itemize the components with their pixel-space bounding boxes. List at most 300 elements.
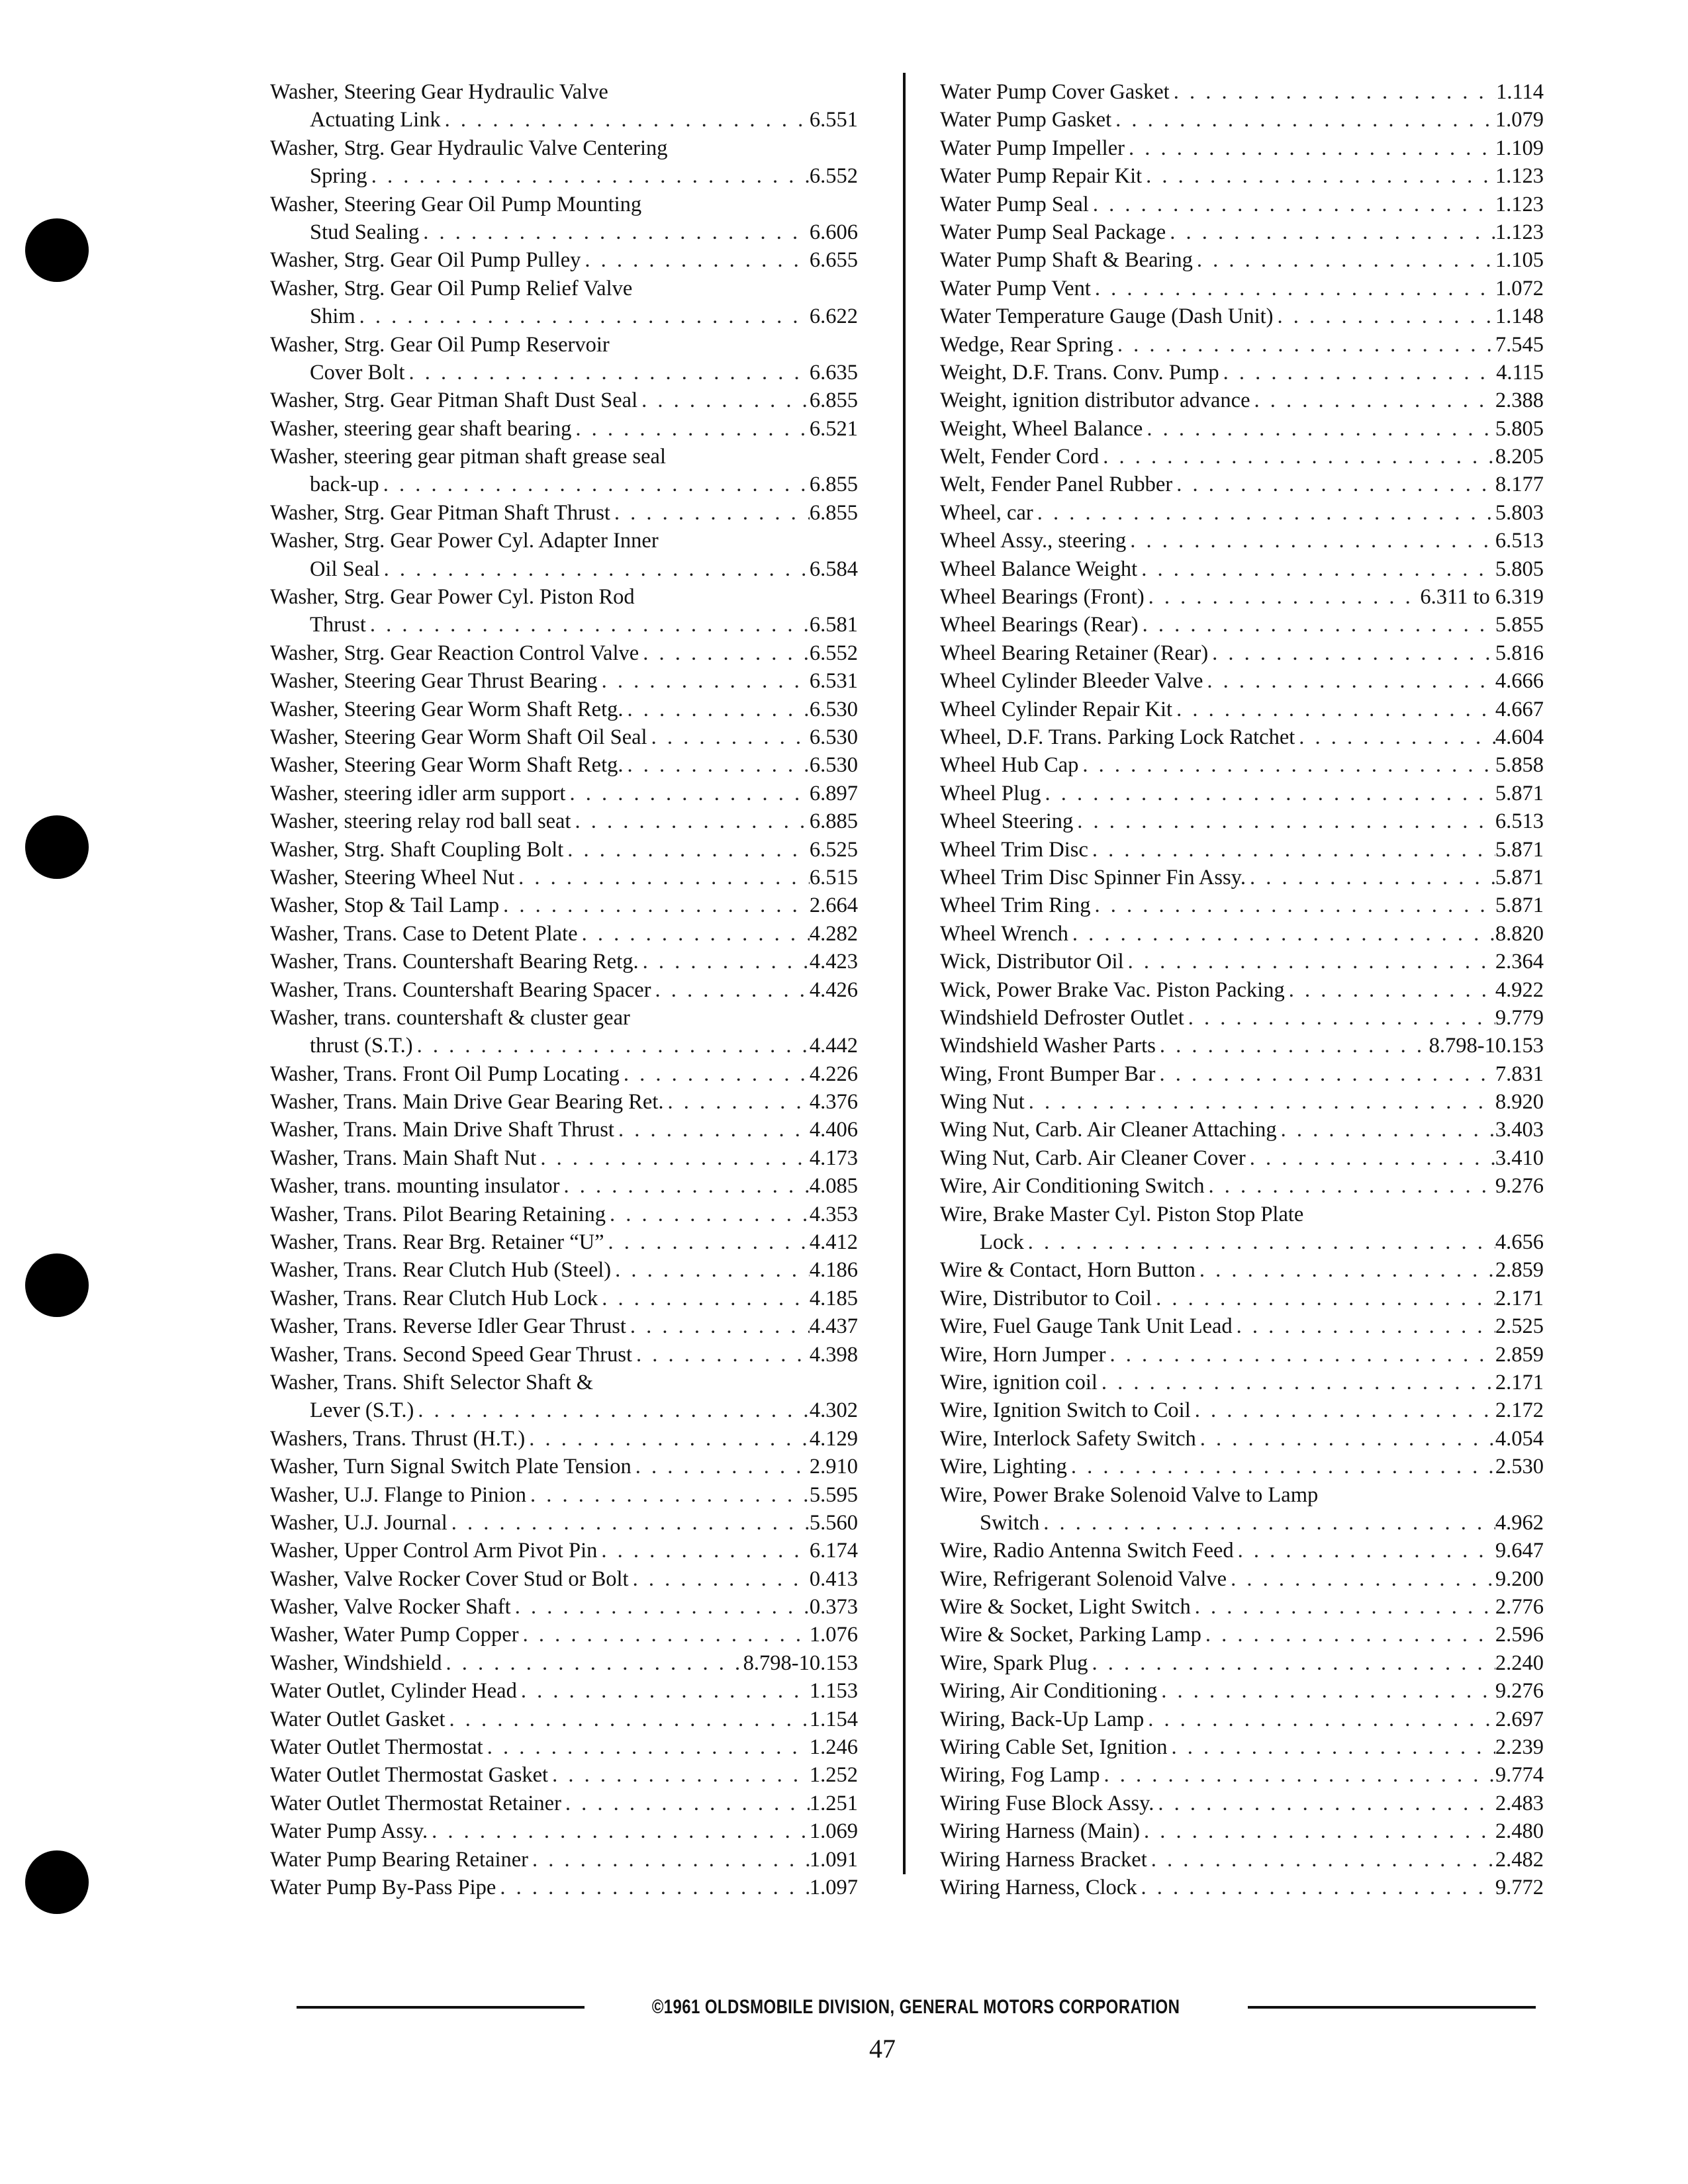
entry-name: Water Temperature Gauge (Dash Unit) (940, 304, 1274, 329)
index-entry (940, 780, 1544, 807)
entry-page-reference: 4.129 (809, 1426, 858, 1451)
entry-name: Wing Nut, Carb. Air Cleaner Attaching (940, 1118, 1277, 1142)
punch-hole (25, 815, 89, 879)
dot-leader (447, 1509, 810, 1537)
dot-leader (1273, 302, 1495, 330)
dot-leader (511, 1593, 810, 1621)
dot-leader (610, 499, 810, 527)
entry-name: Washer, Strg. Gear Oil Pump Reservoir (270, 332, 610, 357)
entry-name: Wiring Harness, Clock (940, 1876, 1137, 1899)
index-entry (940, 499, 1544, 527)
entry-name: Wire, Ignition Switch to Coil (940, 1398, 1191, 1423)
entry-page-reference: 1.252 (809, 1763, 858, 1788)
index-entry (940, 1341, 1544, 1369)
entry-name: Wheel Hub Cap (940, 753, 1079, 778)
index-entry (270, 1874, 858, 1901)
index-entry (940, 302, 1544, 330)
dot-leader (1193, 246, 1495, 274)
entry-name: Wheel, car (940, 500, 1033, 525)
entry-name-continuation: Actuating Link (310, 108, 441, 132)
index-entry (940, 443, 1544, 471)
dot-leader (1203, 667, 1495, 695)
entry-name: Washer, Trans. Main Drive Gear Bearing Ret. (270, 1090, 664, 1115)
dot-leader (1106, 1341, 1495, 1369)
index-entry (270, 499, 858, 527)
entry-page-reference: 2.596 (1495, 1623, 1544, 1647)
entry-name: Wire, Lighting (940, 1455, 1067, 1479)
index-entry (270, 1425, 858, 1453)
entry-page-reference: 1.123 (1495, 192, 1544, 216)
entry-name: Washer, Trans. Countershaft Bearing Spacer (270, 978, 651, 1002)
entry-name: Water Pump Vent (940, 276, 1091, 300)
dot-leader (1100, 1761, 1495, 1789)
dot-leader (571, 807, 810, 835)
entry-name: Water Pump Gasket (940, 108, 1112, 132)
index-entry (940, 1621, 1544, 1649)
entry-name-continuation: thrust (S.T.) (310, 1034, 413, 1058)
index-entry (270, 1285, 858, 1312)
dot-leader (1145, 583, 1421, 611)
dot-leader (1143, 415, 1495, 443)
index-entry (270, 1312, 858, 1340)
entry-name: Wire, Radio Antenna Switch Feed (940, 1539, 1234, 1563)
entry-name: Washer, Strg. Gear Power Cyl. Adapter Inner (270, 529, 659, 553)
index-entry (940, 611, 1544, 639)
entry-page-reference: 8.205 (1495, 445, 1544, 469)
dot-leader (1246, 1144, 1495, 1172)
index-entry (270, 780, 858, 807)
entry-page-reference: 5.855 (1495, 613, 1544, 637)
index-entry (940, 415, 1544, 443)
dot-leader (1201, 1621, 1495, 1649)
index-entry (270, 1369, 858, 1425)
index-entry (270, 1172, 858, 1200)
entry-page-reference: 5.816 (1495, 641, 1544, 665)
dot-leader (1147, 1846, 1495, 1874)
dot-leader (1144, 1706, 1495, 1733)
entry-name: Wheel Bearings (Front) (940, 585, 1145, 610)
entry-page-reference: 4.186 (809, 1258, 858, 1283)
index-entry (270, 1817, 858, 1845)
entry-name: Windshield Washer Parts (940, 1034, 1156, 1058)
entry-page-reference: 6.551 (809, 108, 858, 132)
entry-page-reference: 6.525 (809, 837, 858, 862)
dot-leader (637, 387, 810, 414)
entry-page-reference: 6.515 (809, 865, 858, 889)
index-entry (940, 667, 1544, 695)
index-entry (940, 191, 1544, 218)
entry-page-reference: 2.664 (809, 893, 858, 918)
entry-name: Welt, Fender Cord (940, 445, 1100, 469)
entry-page-reference: 4.226 (809, 1062, 858, 1086)
dot-leader (1172, 696, 1495, 723)
entry-name: Wire, Fuel Gauge Tank Unit Lead (940, 1314, 1233, 1339)
footer (297, 1992, 1536, 2023)
entry-page-reference: 6.655 (809, 248, 858, 273)
entry-name: Wire, Interlock Safety Switch (940, 1426, 1196, 1451)
dot-leader (1091, 275, 1495, 302)
punch-hole (25, 1850, 89, 1914)
index-entry (270, 1060, 858, 1088)
index-entry (940, 218, 1544, 246)
entry-name: Washer, Turn Signal Switch Plate Tension (270, 1455, 632, 1479)
dot-leader (519, 1621, 810, 1649)
entry-page-reference: 9.772 (1495, 1876, 1544, 1899)
dot-leader (639, 639, 810, 667)
index-entry (940, 1481, 1544, 1537)
entry-name: Washer, Trans. Front Oil Pump Locating (270, 1062, 620, 1086)
entry-name: Water Outlet Thermostat (270, 1735, 483, 1760)
dot-leader (1140, 1817, 1495, 1845)
dot-leader (598, 667, 810, 695)
dot-leader (442, 1649, 743, 1677)
entry-name: Wiring Harness (Main) (940, 1819, 1140, 1844)
dot-leader (1191, 1396, 1495, 1424)
entry-name: Washer, Strg. Gear Oil Pump Pulley (270, 248, 581, 273)
dot-leader (1025, 1088, 1495, 1116)
entry-name: Washer, Steering Gear Worm Shaft Oil Seal (270, 725, 647, 749)
entry-page-reference: 6.622 (809, 304, 858, 329)
index-entry (270, 1256, 858, 1284)
entry-name: Wheel Plug (940, 781, 1041, 805)
dot-leader (1227, 1565, 1495, 1593)
entry-page-reference: 5.858 (1495, 753, 1544, 778)
entry-page-reference: 1.109 (1495, 136, 1544, 160)
dot-leader (1124, 948, 1495, 976)
dot-leader (620, 1060, 810, 1088)
entry-page-reference: 8.798-10.153 (743, 1651, 858, 1675)
entry-page-reference: 4.922 (1495, 978, 1544, 1002)
entry-page-reference: 5.805 (1495, 557, 1544, 581)
entry-name: Washer, Trans. Main Shaft Nut (270, 1146, 537, 1170)
index-entry (940, 1593, 1544, 1621)
entry-page-reference: 4.353 (809, 1202, 858, 1226)
index-entry (940, 246, 1544, 274)
entry-name: Water Pump Assy. (270, 1819, 428, 1844)
entry-page-reference: 4.173 (809, 1146, 858, 1170)
entry-page-reference: 6.530 (809, 697, 858, 721)
entry-name: Washer, Trans. Main Drive Shaft Thrust (270, 1118, 614, 1142)
index-entry (940, 723, 1544, 751)
index-entry (940, 1677, 1544, 1705)
entry-name: Washer, Strg. Gear Pitman Shaft Dust Seal (270, 388, 638, 413)
entry-page-reference: 1.123 (1495, 164, 1544, 189)
dot-leader (1157, 1677, 1495, 1705)
entry-name: Weight, D.F. Trans. Conv. Pump (940, 360, 1219, 385)
index-entry (940, 471, 1544, 498)
index-entry (940, 891, 1544, 919)
index-entry (940, 1565, 1544, 1593)
dot-leader (499, 891, 810, 919)
page-number: 47 (869, 2034, 896, 2064)
punch-hole (25, 1253, 89, 1317)
entry-page-reference: 6.897 (809, 781, 858, 805)
entry-page-reference: 4.667 (1495, 697, 1544, 721)
dot-leader (548, 1761, 810, 1789)
entry-name: Water Pump Seal (940, 192, 1089, 216)
entry-page-reference: 4.054 (1495, 1426, 1544, 1451)
entry-name: Wheel, D.F. Trans. Parking Lock Ratchet (940, 725, 1295, 749)
index-entry (270, 1004, 858, 1060)
dot-leader (1033, 499, 1495, 527)
entry-page-reference: 6.855 (809, 388, 858, 413)
entry-page-reference: 2.240 (1495, 1651, 1544, 1675)
dot-leader (1039, 1509, 1495, 1537)
entry-page-reference: 6.530 (809, 753, 858, 778)
entry-name: Wing, Front Bumper Bar (940, 1062, 1156, 1086)
entry-page-reference: 9.779 (1495, 1005, 1544, 1030)
dot-leader (483, 1733, 810, 1761)
entry-page-reference: 7.545 (1495, 332, 1544, 357)
footer-rule-left (297, 2006, 585, 2009)
dot-leader (1137, 1874, 1495, 1901)
index-entry (270, 1677, 858, 1705)
entry-page-reference: 1.091 (809, 1847, 858, 1872)
dot-leader (578, 920, 810, 948)
index-entry (940, 696, 1544, 723)
index-entry (270, 1790, 858, 1817)
index-entry (940, 1312, 1544, 1340)
index-entry (270, 1088, 858, 1116)
index-entry (940, 162, 1544, 190)
entry-page-reference: 4.302 (809, 1398, 858, 1423)
dot-leader (598, 1285, 810, 1312)
index-entry (270, 723, 858, 751)
index-entry (940, 359, 1544, 387)
entry-page-reference: 1.154 (809, 1707, 858, 1731)
dot-leader (614, 1116, 810, 1144)
entry-name: Wick, Distributor Oil (940, 950, 1124, 974)
dot-leader (604, 1228, 810, 1256)
entry-page-reference: 3.410 (1495, 1146, 1544, 1170)
index-entry (270, 836, 858, 864)
index-entry (270, 807, 858, 835)
index-entry (270, 1228, 858, 1256)
index-entry (940, 1817, 1544, 1845)
index-entry (940, 1004, 1544, 1032)
dot-leader (1089, 191, 1495, 218)
dot-leader (380, 555, 810, 583)
index-entry (270, 527, 858, 583)
index-entry (270, 948, 858, 976)
entry-page-reference: 6.581 (809, 613, 858, 637)
index-entry (270, 1453, 858, 1480)
index-entry (270, 891, 858, 919)
index-entry (940, 836, 1544, 864)
entry-name: Washer, Steering Gear Worm Shaft Retg. (270, 697, 624, 721)
entry-name: Washer, Steering Gear Thrust Bearing (270, 669, 598, 694)
index-entry (270, 920, 858, 948)
index-entry (270, 191, 858, 247)
entry-name: Washer, steering gear shaft bearing (270, 416, 572, 441)
entry-name: Water Pump Seal Package (940, 220, 1166, 244)
entry-name: Washer, Stop & Tail Lamp (270, 893, 500, 918)
index-entry (940, 1285, 1544, 1312)
entry-page-reference: 2.239 (1495, 1735, 1544, 1760)
entry-page-reference: 4.437 (809, 1314, 858, 1339)
index-entry (940, 639, 1544, 667)
entry-page-reference: 2.525 (1495, 1314, 1544, 1339)
entry-name: Wire, Brake Master Cyl. Piston Stop Plate (940, 1202, 1304, 1226)
entry-page-reference: 7.831 (1495, 1062, 1544, 1086)
index-entry (940, 1425, 1544, 1453)
entry-page-reference: 6.584 (809, 557, 858, 581)
dot-leader (1196, 1256, 1495, 1284)
dot-leader (1142, 162, 1495, 190)
dot-leader (1068, 920, 1495, 948)
entry-page-reference: 4.656 (1495, 1230, 1544, 1255)
entry-name: Welt, Fender Panel Rubber (940, 473, 1173, 497)
index-entry (270, 275, 858, 331)
index-entry (270, 667, 858, 695)
entry-page-reference: 6.530 (809, 725, 858, 749)
index-entry (940, 1088, 1544, 1116)
index-entry (270, 1761, 858, 1789)
entry-name: Washer, Valve Rocker Cover Stud or Bolt (270, 1567, 629, 1591)
entry-name: Water Outlet Thermostat Retainer (270, 1791, 561, 1815)
entry-name: Wheel Balance Weight (940, 557, 1138, 581)
index-entry (940, 1060, 1544, 1088)
entry-page-reference: 1.076 (809, 1623, 858, 1647)
index-entry (270, 331, 858, 387)
dot-leader (441, 106, 810, 134)
entry-page-reference: 4.115 (1496, 360, 1544, 385)
entry-page-reference: 9.276 (1495, 1174, 1544, 1199)
entry-name-continuation: Spring (310, 164, 367, 189)
index-entry (940, 527, 1544, 555)
entry-page-reference: 1.123 (1495, 220, 1544, 244)
entry-page-reference: 1.251 (809, 1791, 858, 1815)
entry-name-continuation: Cover Bolt (310, 360, 405, 385)
entry-name: Wheel Trim Ring (940, 893, 1091, 918)
entry-name: Washer, Trans. Case to Detent Plate (270, 921, 578, 946)
dot-leader (561, 1790, 810, 1817)
dot-leader (405, 359, 810, 387)
index-entry (270, 1593, 858, 1621)
entry-page-reference: 4.412 (809, 1230, 858, 1255)
index-entry (940, 1396, 1544, 1424)
entry-name: Washer, Upper Control Arm Pivot Pin (270, 1539, 598, 1563)
entry-name: Washer, Trans. Second Speed Gear Thrust (270, 1342, 632, 1367)
dot-leader (525, 1425, 810, 1453)
dot-leader (1126, 527, 1495, 555)
entry-page-reference: 4.423 (809, 950, 858, 974)
index-entry (940, 1706, 1544, 1733)
entry-name-continuation: Shim (310, 304, 355, 329)
entry-name: Wheel Bearing Retainer (Rear) (940, 641, 1209, 665)
entry-page-reference: 6.513 (1495, 809, 1544, 834)
dot-leader (1067, 1453, 1495, 1480)
index-entry (940, 1790, 1544, 1817)
entry-name: Washer, Trans. Rear Clutch Hub Lock (270, 1286, 598, 1310)
entry-page-reference: 1.069 (809, 1819, 858, 1844)
entry-name: Water Pump Cover Gasket (940, 80, 1170, 104)
entry-name: Water Outlet Thermostat Gasket (270, 1763, 549, 1788)
entry-name: Washer, Strg. Gear Power Cyl. Piston Rod (270, 585, 635, 610)
entry-name: Washer, Trans. Pilot Bearing Retaining (270, 1202, 606, 1226)
entry-page-reference: 6.521 (809, 416, 858, 441)
dot-leader (445, 1706, 810, 1733)
entry-page-reference: 4.666 (1495, 669, 1544, 694)
dot-leader (1295, 723, 1495, 751)
entry-page-reference: 1.079 (1495, 108, 1544, 132)
index-column-right (940, 78, 1544, 1901)
index-entry (270, 1649, 858, 1677)
entry-name: Washer, Trans. Countershaft Bearing Retg. (270, 950, 639, 974)
entry-name-continuation: Oil Seal (310, 557, 380, 581)
entry-name: Water Outlet Gasket (270, 1707, 445, 1731)
entry-name: Wiring Fuse Block Assy. (940, 1791, 1154, 1815)
index-entry (940, 1369, 1544, 1396)
copyright-notice: ©1961 OLDSMOBILE DIVISION, GENERAL MOTORS CORPORATION (652, 1996, 1180, 2018)
index-entry (270, 78, 858, 134)
entry-page-reference: 2.364 (1495, 950, 1544, 974)
dot-leader (1099, 443, 1495, 471)
dot-leader (1184, 1004, 1495, 1032)
entry-name: Wire & Socket, Parking Lamp (940, 1623, 1201, 1647)
dot-leader (559, 1172, 809, 1200)
dot-leader (536, 1144, 810, 1172)
dot-leader (1152, 1285, 1495, 1312)
entry-page-reference: 8.820 (1495, 921, 1544, 946)
index-entry (270, 1706, 858, 1733)
dot-leader (1041, 780, 1495, 807)
dot-leader (526, 1481, 810, 1509)
entry-page-reference: 8.920 (1495, 1090, 1544, 1115)
entry-page-reference: 6.552 (809, 164, 858, 189)
entry-page-reference: 2.388 (1495, 388, 1544, 413)
dot-leader (1191, 1593, 1495, 1621)
entry-page-reference: 6.552 (809, 641, 858, 665)
entry-name: Water Pump Shaft & Bearing (940, 248, 1193, 273)
footer-rule-right (1248, 2006, 1536, 2009)
entry-name: Wire, Power Brake Solenoid Valve to Lamp (940, 1482, 1319, 1507)
entry-page-reference: 4.962 (1495, 1510, 1544, 1535)
entry-name: Wheel Cylinder Repair Kit (940, 697, 1173, 721)
entry-name: Washer, U.J. Journal (270, 1510, 447, 1535)
entry-page-reference: 4.185 (809, 1286, 858, 1310)
entry-page-reference: 6.855 (809, 500, 858, 525)
entry-page-reference: 2.483 (1495, 1791, 1544, 1815)
dot-leader (571, 415, 809, 443)
entry-name: Wiring Cable Set, Ignition (940, 1735, 1168, 1760)
dot-leader (624, 751, 810, 779)
entry-name: Wing Nut, Carb. Air Cleaner Cover (940, 1146, 1246, 1170)
index-entry (270, 864, 858, 891)
dot-leader (1196, 1425, 1495, 1453)
dot-leader (606, 1201, 810, 1228)
index-entry (940, 1116, 1544, 1144)
entry-name: Wire, Refrigerant Solenoid Valve (940, 1567, 1227, 1591)
index-entry (270, 751, 858, 779)
entry-page-reference: 6.635 (809, 360, 858, 385)
index-entry (270, 387, 858, 414)
index-entry (940, 1733, 1544, 1761)
index-entry (270, 1509, 858, 1537)
entry-page-reference: 6.855 (809, 473, 858, 497)
dot-leader (1113, 331, 1495, 359)
dot-leader (626, 1312, 810, 1340)
dot-leader (611, 1256, 810, 1284)
entry-page-reference: 5.805 (1495, 416, 1544, 441)
dot-leader (1170, 78, 1496, 106)
entry-name: Washer, trans. mounting insulator (270, 1174, 560, 1199)
entry-name: Wire & Socket, Light Switch (940, 1595, 1191, 1619)
dot-leader (1111, 106, 1495, 134)
entry-name: Washer, Steering Gear Worm Shaft Retg. (270, 753, 624, 778)
dot-leader (1208, 639, 1495, 667)
entry-page-reference: 2.171 (1495, 1370, 1544, 1394)
